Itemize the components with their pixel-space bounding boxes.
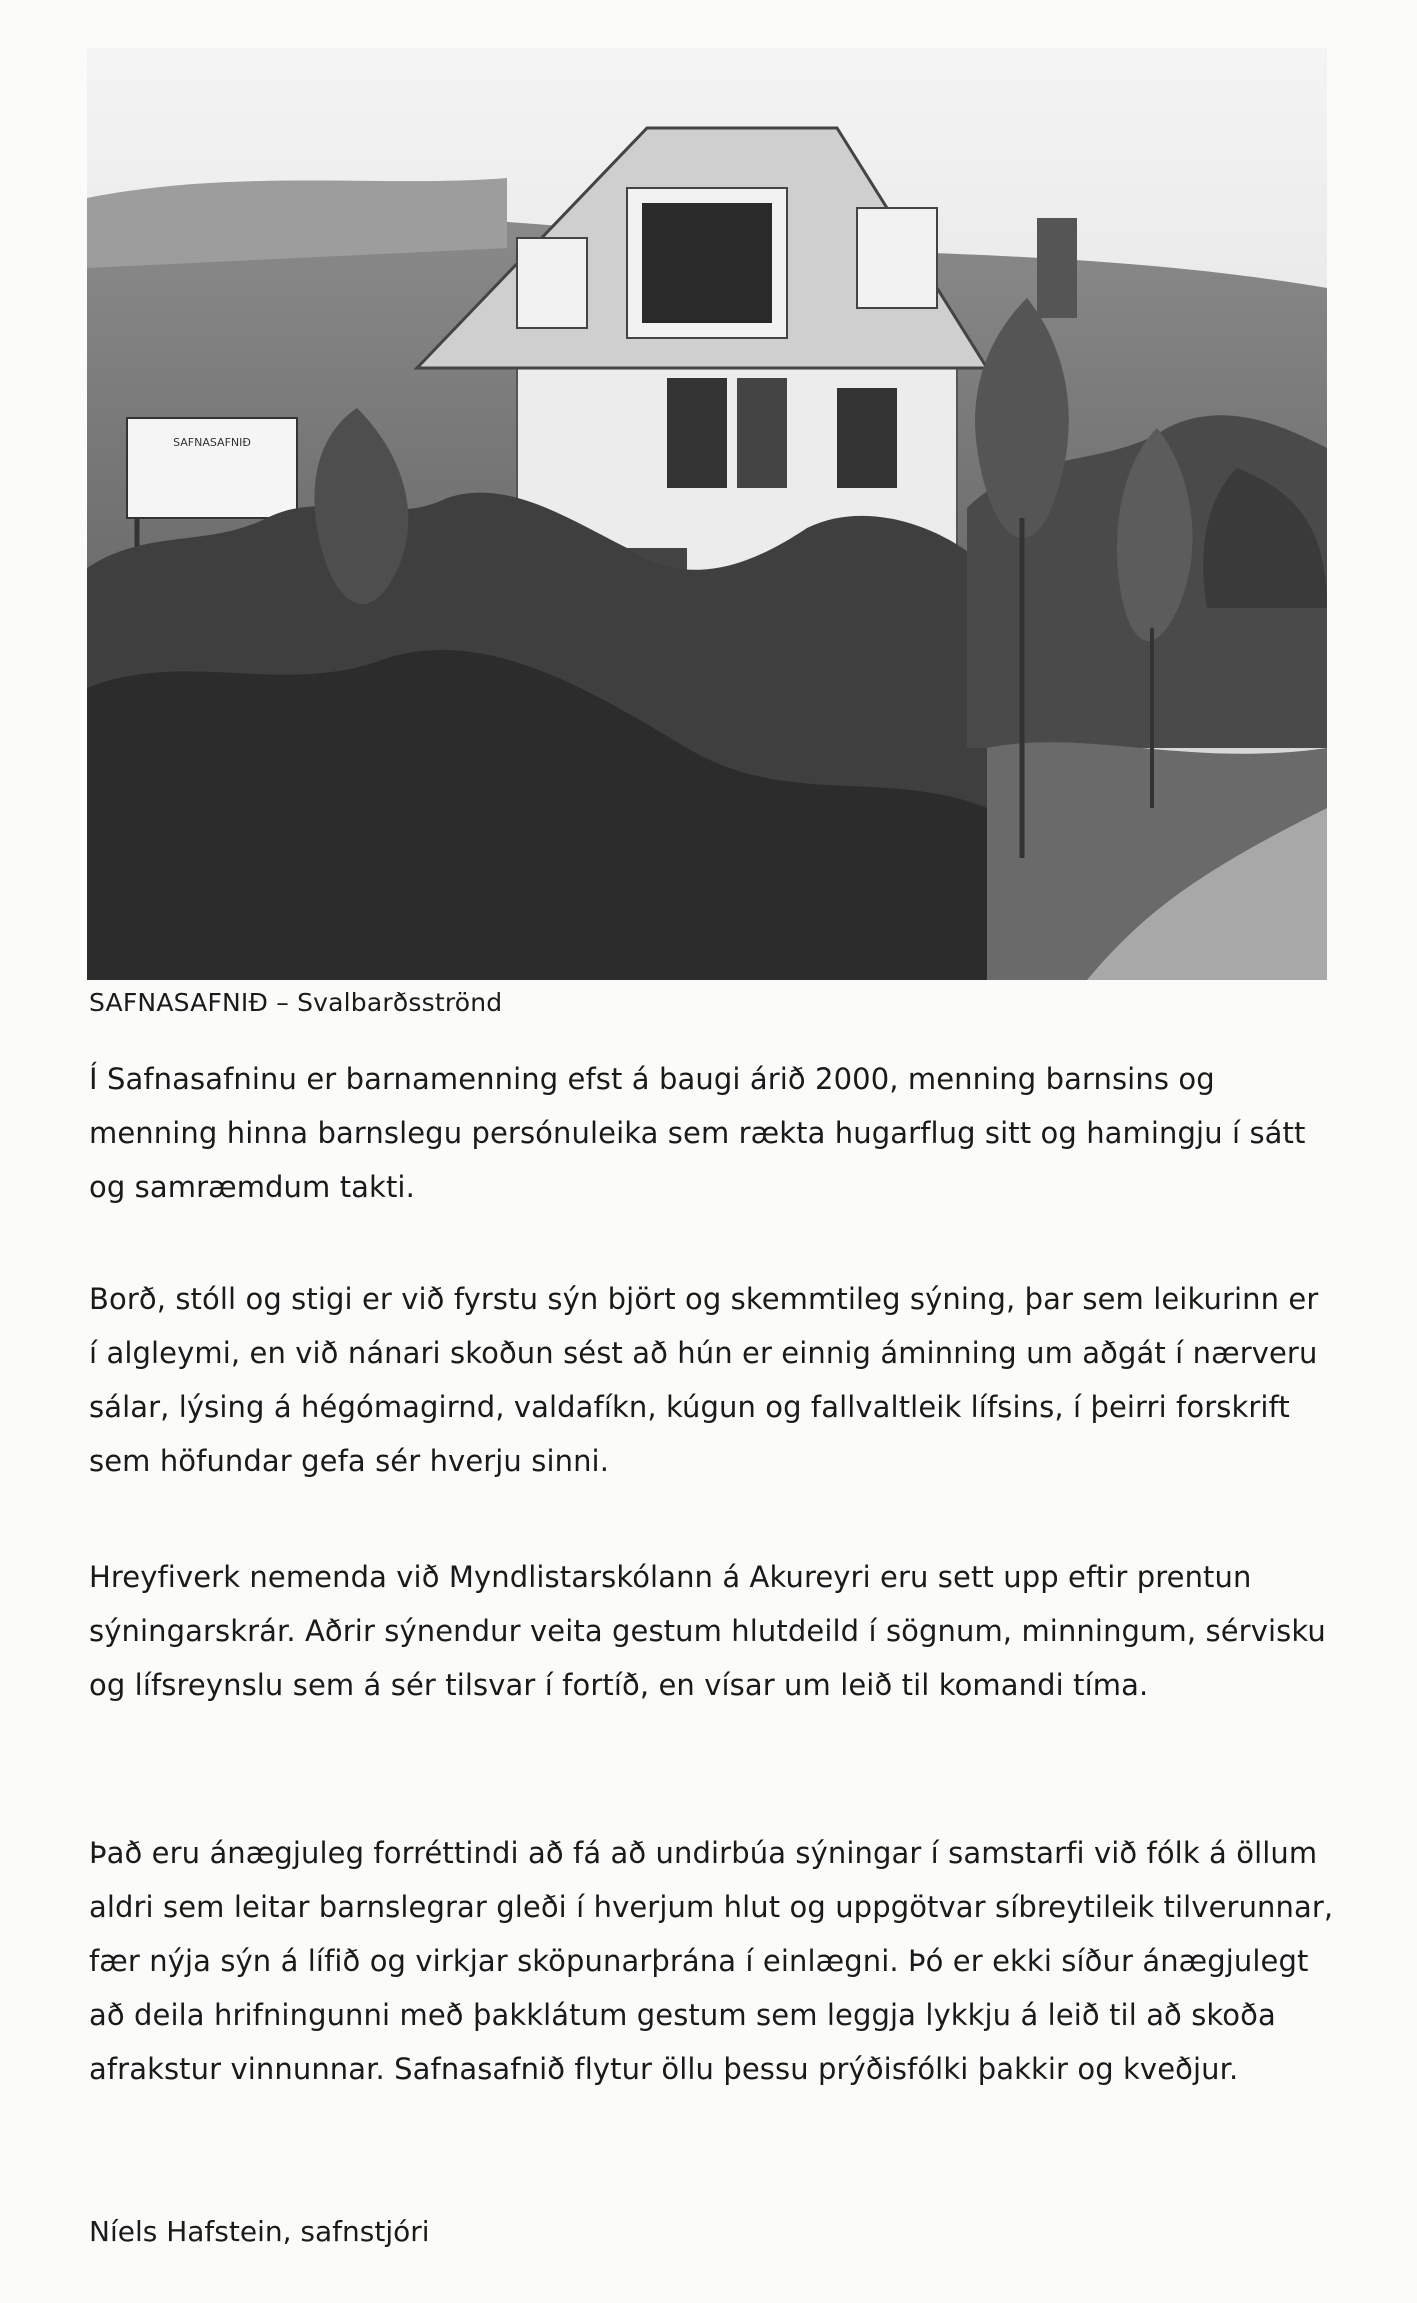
- photo-caption: SAFNASAFNIÐ – Svalbarðsströnd: [89, 988, 503, 1017]
- paragraph-text: Borð, stóll og stigi er við fyrstu sýn björt og skemmtileg sýning, þar sem leikurinn er í algleymi, en við nánari skoðun sést að hún er einnig áminning um aðgát í nærveru sálar, lýsing á hégómagirnd, valdafíkn, kúgun og fallvaltleik lífsins, í þeirri forskrift sem höfundar gefa sér hverju sinni.: [89, 1282, 1319, 1478]
- paragraph-1: [89, 1052, 1334, 1214]
- paragraph-text: Það eru ánægjuleg forréttindi að fá að undirbúa sýningar í samstarfi við fólk á öllum aldri sem leitar barnslegrar gleði í hverjum hlut og uppgötvar síbreytileik tilverunnar, fær nýja sýn á lífið og virkjar sköpunarþrána í einlægni. Þó er ekki síður ánægjulegt að deila hrifningunni með þakklátum gestum sem leggja lykkju á leið til að skoða afrakstur vinnunnar. Safnasafnið flytur öllu þessu prýðisfólki þakkir og kveðjur.: [89, 1836, 1334, 2086]
- paragraph-text: Hreyfiverk nemenda við Myndlistarskólann á Akureyri eru sett upp eftir prentun sýningarskrár. Aðrir sýnendur veita gestum hlutdeild í sögnum, minningum, sérvisku og lífsreynslu sem á sér tilsvar í fortíð, en vísar um leið til komandi tíma.: [89, 1560, 1326, 1702]
- signature: Níels Hafstein, safnstjóri: [89, 2215, 430, 2248]
- paragraph-2: [89, 1272, 1334, 1488]
- museum-sign-text: SAFNASAFNIÐ: [173, 436, 251, 449]
- museum-photo: [87, 48, 1327, 980]
- paragraph-4: [89, 1826, 1334, 2096]
- paragraph-text: Í Safnasafninu er barnamenning efst á baugi árið 2000, menning barnsins og menning hinna barnslegu persónuleika sem rækta hugarflug sitt og hamingju í sátt og samræmdum takti.: [89, 1062, 1306, 1204]
- paragraph-3: [89, 1550, 1334, 1712]
